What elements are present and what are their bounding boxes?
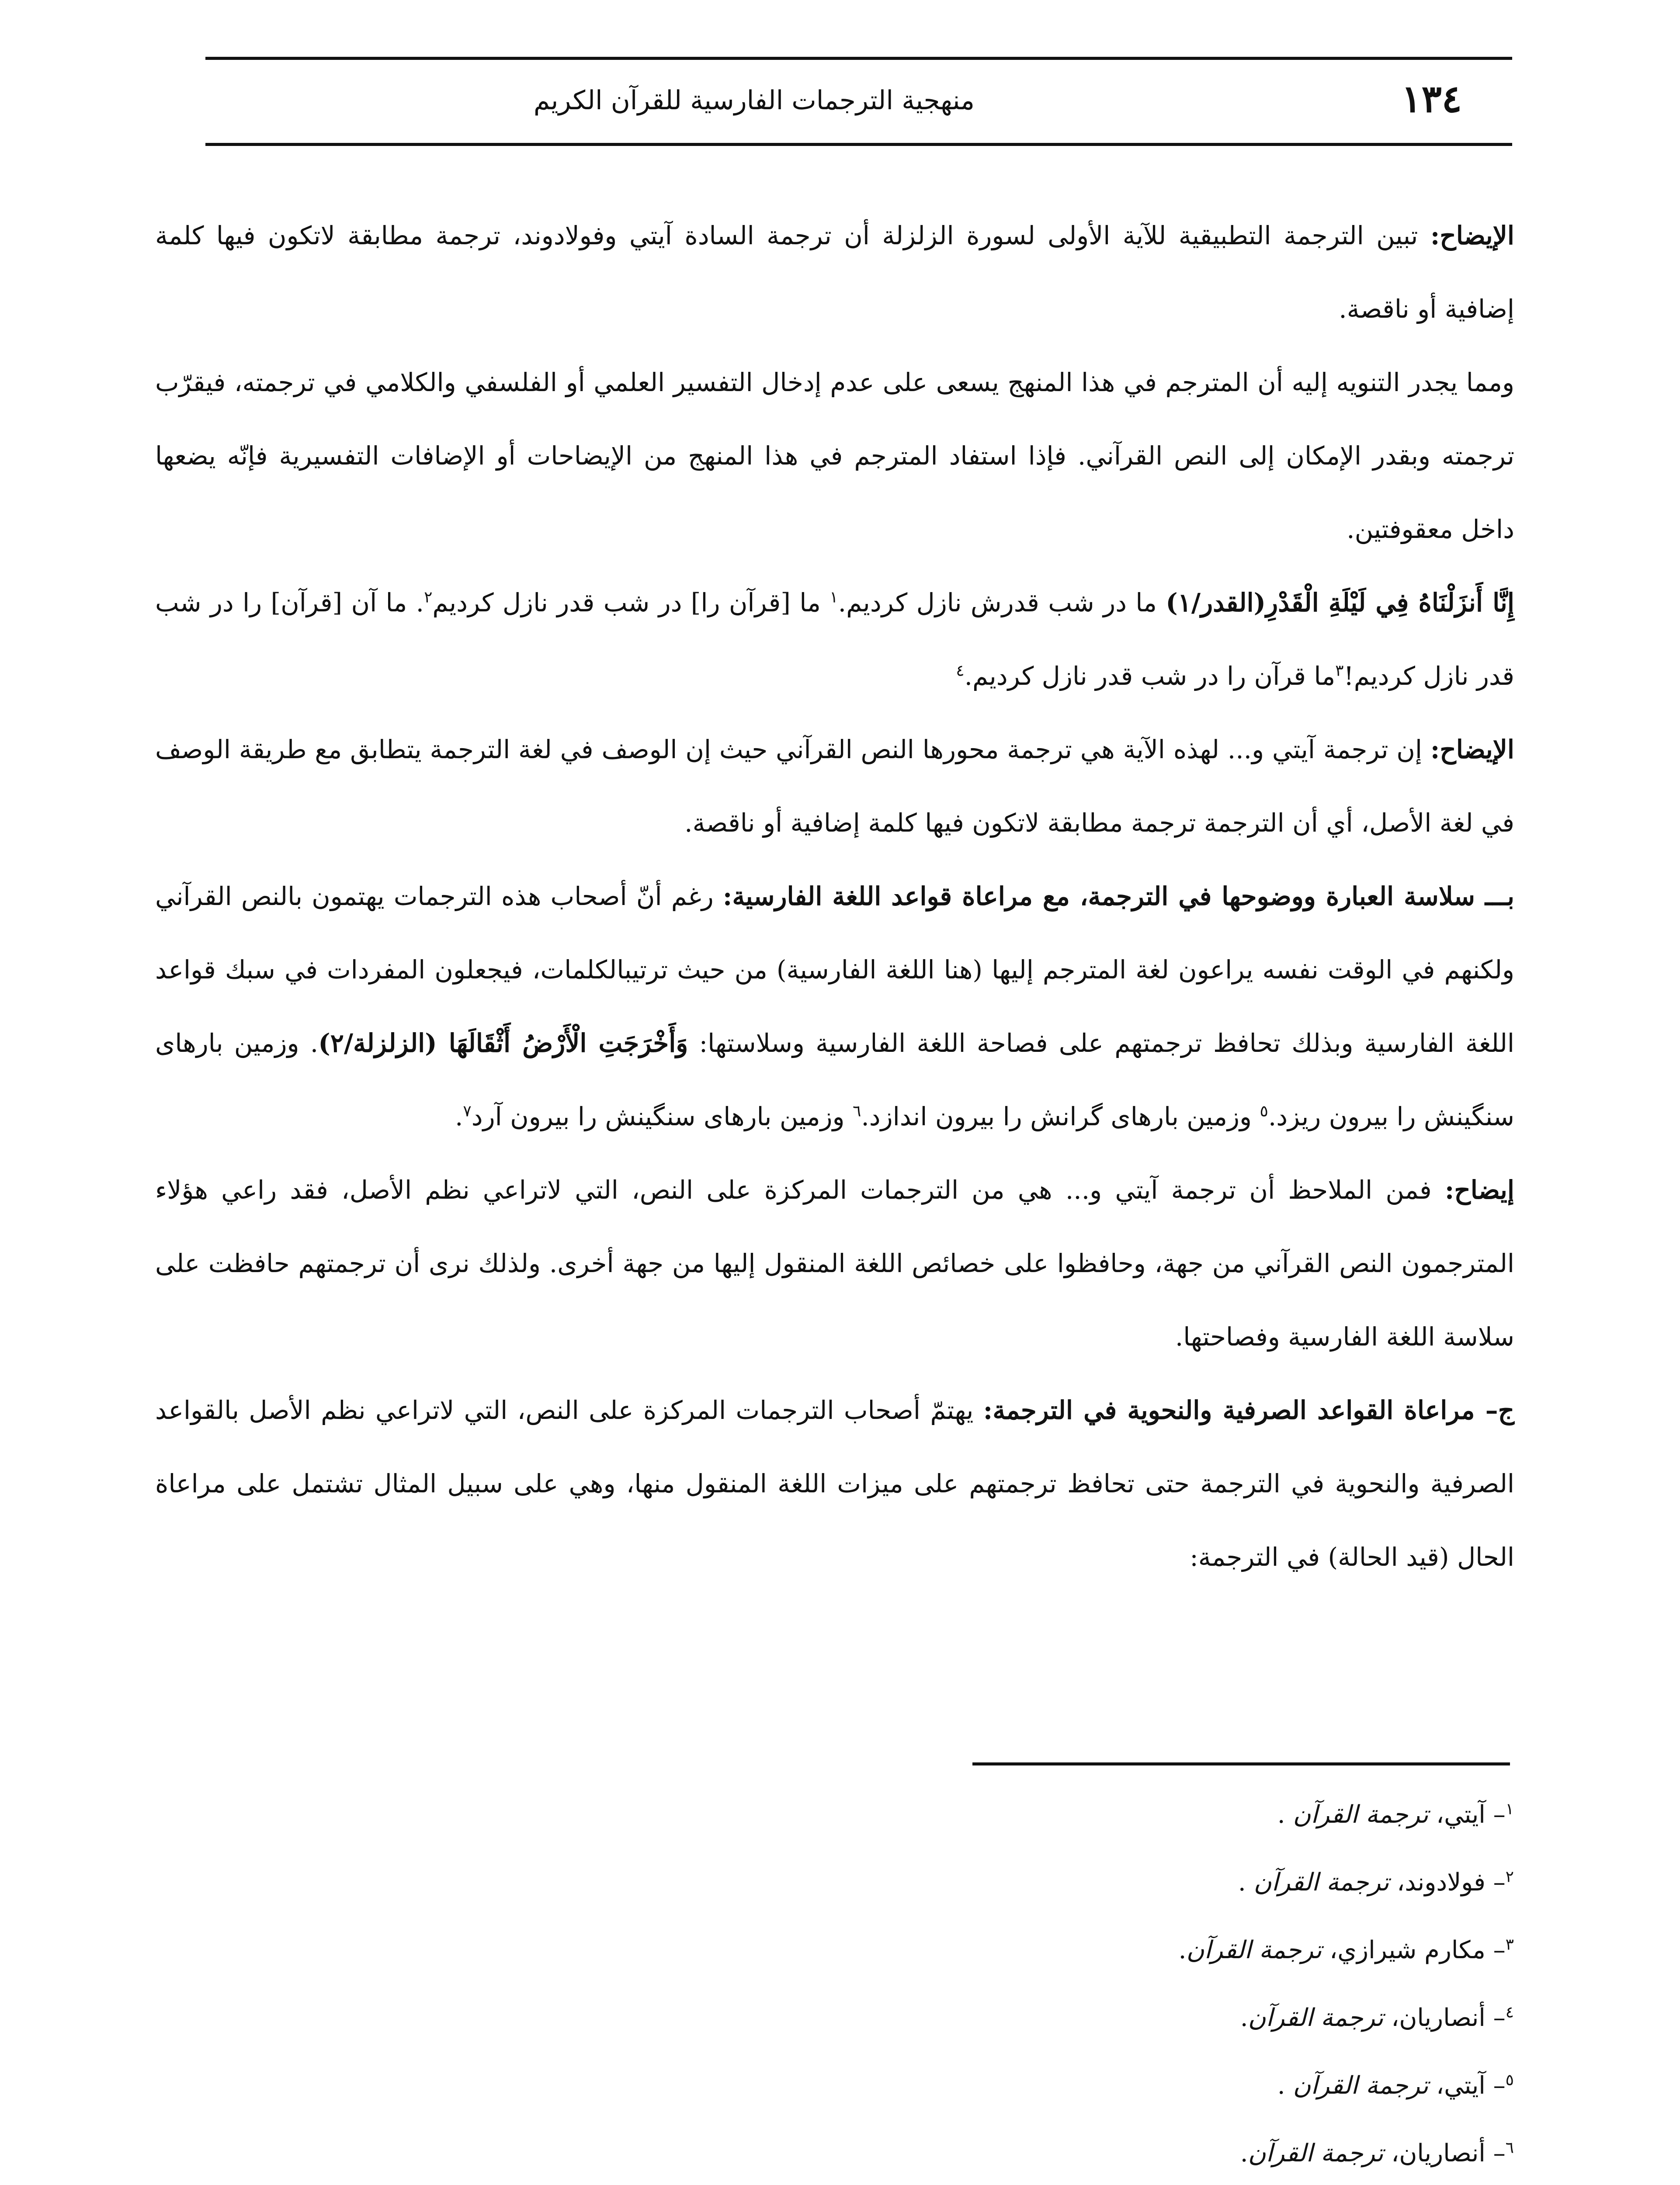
quran-verse: وَأَخْرَجَتِ الْأَرْضُ أَثْقَالَهَا (448, 1028, 688, 1058)
translation-text: . (455, 1102, 463, 1131)
paragraph-text: يهتمّ أصحاب الترجمات المركزة على النص، التي لاتراعي نظم الأصل بالقواعد الصرفية والنحوية في الترجمة حتى تحافظ ترجمتهم على ميزات اللغة المنقول منها، وهي على سبيل المثال تشتمل على مراعاة الحال (قيد الحالة) في الترجمة: (155, 1395, 1514, 1572)
translation-text: ما قرآن را در شب قدر نازل كرديم. (964, 661, 1336, 691)
footnotes (858, 1781, 1514, 2185)
section-heading-c: ج– مراعاة القواعد الصرفية والنحوية في الترجمة: (983, 1395, 1515, 1425)
footnote-5 (858, 2052, 1514, 2119)
footnote-end: . (1277, 2071, 1293, 2100)
paragraph-label: إيضاح: (1444, 1175, 1514, 1205)
footnote-number: ٦ (1505, 2139, 1514, 2157)
paragraph-label: الإيضاح: (1430, 735, 1514, 764)
footnote-number: ٢ (1505, 1868, 1514, 1886)
footnote-end: . (1178, 1936, 1187, 1964)
footnote-end: . (1238, 1868, 1254, 1897)
footnote-number: ١ (1505, 1800, 1514, 1818)
running-title: منهجية الترجمات الفارسية للقرآن الكريم (533, 85, 975, 116)
footnote-author: – مكارم شيرازي، (1322, 1936, 1506, 1964)
footnote-3 (858, 1916, 1514, 1984)
paragraph-label: الإيضاح: (1430, 221, 1514, 250)
footnote-author: – فولادوند، (1389, 1868, 1506, 1897)
footnote-ref[interactable]: ٣ (1335, 662, 1344, 680)
footnote-ref[interactable]: ٢ (424, 588, 433, 607)
translation-text: ما در شب قدرش نازل كرديم. (838, 588, 1166, 617)
footnote-author: – أنصاريان، (1383, 2004, 1506, 2032)
footnote-ref[interactable]: ٥ (1260, 1102, 1268, 1120)
footnote-title: ترجمة القرآن (1293, 2071, 1429, 2100)
footnote-author: – آيتي، (1428, 1800, 1506, 1829)
translation-text: . وزمين بارهاى سنگينش را بيرون ريزد. (155, 1028, 1514, 1131)
footnote-6 (858, 2119, 1514, 2185)
footnote-ref[interactable]: ٤ (956, 662, 965, 680)
paragraph-1 (155, 199, 1514, 346)
footnote-2 (858, 1849, 1514, 1916)
paragraph-text: ومما يجدر التنويه إليه أن المترجم في هذا المنهج يسعى على عدم إدخال التفسير العلمي أو الفلسفي والكلامي في ترجمته، فيقرّب ترجمته وبقدر الإمكان إلى النص القرآني. فإذا استفاد المترجم في هذا المنهج من الإيضاحات أو الإضافات التفسيرية فإنّه يضعها داخل معقوفتين. (155, 368, 1514, 544)
footnote-number: ٣ (1505, 1935, 1514, 1954)
footnote-number: ٥ (1505, 2071, 1514, 2089)
translation-text: ما [قرآن را] در شب قدر نازل كرديم (432, 588, 830, 617)
footnote-end: . (1277, 1800, 1293, 1829)
footnote-author: – أنصاريان، (1383, 2139, 1506, 2168)
paragraph-6 (155, 1153, 1514, 1373)
section-heading-b: بـــ سلاسة العبارة ووضوحها في الترجمة، مع مراعاة قواعد اللغة الفارسية: (722, 881, 1514, 911)
page-header (205, 57, 1512, 146)
paragraph-text: رغم أنّ أصحاب هذه الترجمات يهتمون بالنص القرآني ولكنهم في الوقت نفسه يراعون لغة المترجم إليها (هنا اللغة الفارسية) من حيث ترتيبالكلمات، فيجعلون المفردات في سبك قواعد اللغة الفارسية وبذلك تحافظ ترجمتهم على فصاحة اللغة الفارسية وسلاستها: (155, 881, 1514, 1058)
paragraph-text: إن ترجمة آيتي و... لهذه الآية هي ترجمة محورها النص القرآني حيث إن الوصف في لغة الترجمة يتطابق مع طريقة الوصف في لغة الأصل، أي أن الترجمة ترجمة مطابقة لاتكون فيها كلمة إضافية أو ناقصة. (155, 735, 1514, 838)
footnote-title: ترجمة القرآن (1253, 1868, 1389, 1897)
footnote-ref[interactable]: ٦ (853, 1102, 861, 1120)
footnote-1 (858, 1781, 1514, 1849)
paragraph-text: تبين الترجمة التطبيقية للآية الأولى لسورة الزلزلة أن ترجمة السادة آيتي وفولادوند، ترجمة مطابقة لاتكون فيها كلمة إضافية أو ناقصة. (155, 221, 1514, 324)
paragraph-text: فمن الملاحظ أن ترجمة آيتي و... هي من الترجمات المركزة على النص، التي لاتراعي نظم الأصل، فقد راعي هؤلاء المترجمون النص القرآني من جهة، وحافظوا على خصائص اللغة المنقول إليها من جهة أخرى. ولذلك نرى أن ترجمتهم حافظت على سلاسة اللغة الفارسية وفصاحتها. (155, 1175, 1514, 1352)
translation-text: . ما آن [قرآن] را در شب قدر نازل كرديم! (155, 588, 1514, 691)
footnote-title: ترجمة القرآن (1186, 1936, 1322, 1964)
paragraph-4 (155, 713, 1514, 860)
body-text (155, 199, 1514, 1594)
footnote-divider (972, 1762, 1510, 1765)
paragraph-2 (155, 346, 1514, 566)
paragraph-7 (155, 1373, 1514, 1594)
footnote-author: – آيتي، (1428, 2071, 1506, 2100)
footnote-ref[interactable]: ١ (830, 588, 838, 607)
quran-verse: إِنَّا أَنزَلْنَاهُ فِي لَيْلَةِ الْقَدْرِ (1266, 588, 1514, 617)
translation-text: وزمين بارهاى گرانش را بيرون اندازد. (861, 1102, 1260, 1131)
verse-reference: (الزلزلة/٢) (318, 1028, 449, 1058)
footnote-4 (858, 1984, 1514, 2052)
page-number: ١٣٤ (1401, 77, 1462, 121)
footnote-end: . (1240, 2004, 1248, 2032)
translation-text: وزمين بارهاى سنگينش را بيرون آرد (471, 1102, 853, 1131)
verse-reference: (القدر/١) (1166, 588, 1266, 617)
footnote-end: . (1240, 2139, 1248, 2168)
footnote-number: ٤ (1505, 2003, 1514, 2022)
footnote-title: ترجمة القرآن (1293, 1800, 1429, 1829)
footnote-ref[interactable]: ٧ (463, 1102, 472, 1120)
footnote-title: ترجمة القرآن (1248, 2139, 1384, 2168)
paragraph-3-verse-translations (155, 566, 1514, 713)
paragraph-5 (155, 860, 1514, 1153)
footnote-title: ترجمة القرآن (1248, 2004, 1384, 2032)
